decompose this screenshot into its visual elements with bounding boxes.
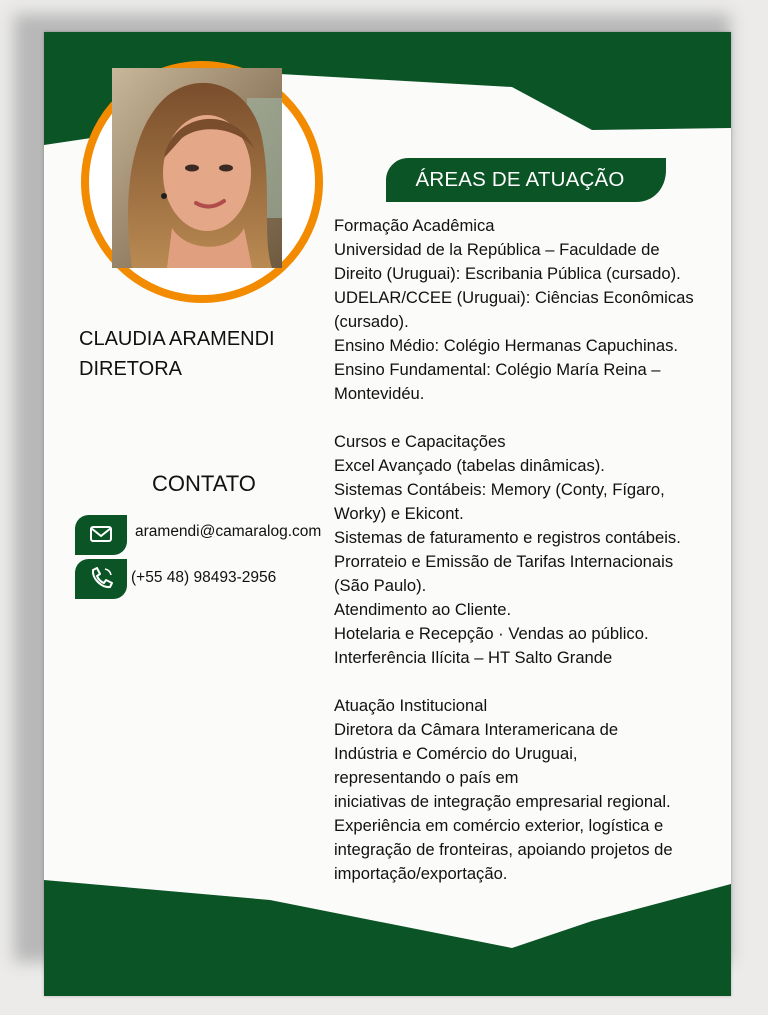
areas-content-line: (cursado). <box>334 312 409 331</box>
contact-title: CONTATO <box>152 471 256 496</box>
areas-title: ÁREAS DE ATUAÇÃO <box>415 168 625 191</box>
areas-content-line <box>334 670 729 694</box>
areas-content-line: Sistemas Contábeis: Memory (Conty, Fígaro, <box>334 480 665 499</box>
areas-content-line: Cursos e Capacitações <box>334 432 506 451</box>
profile-photo <box>112 68 282 268</box>
profile-name: CLAUDIA ARAMENDI <box>79 328 275 350</box>
profile-name-block <box>79 324 275 384</box>
areas-content-line: UDELAR/CCEE (Uruguai): Ciências Econômicas <box>334 288 694 307</box>
areas-content-line: Hotelaria e Recepção · Vendas ao público. <box>334 624 649 643</box>
areas-content-line: (São Paulo). <box>334 576 427 595</box>
areas-content-line: Experiência em comércio exterior, logística e <box>334 816 664 835</box>
profile-role: DIRETORA <box>79 358 182 380</box>
areas-content-line: Atendimento ao Cliente. <box>334 600 512 619</box>
areas-content-line: Worky) e Ekicont. <box>334 504 464 523</box>
areas-content-line: Montevidéu. <box>334 384 425 403</box>
areas-content-line: Indústria e Comércio do Uruguai, <box>334 744 578 763</box>
envelope-icon <box>75 515 127 555</box>
contact-email[interactable]: aramendi@camaralog.com <box>135 523 322 540</box>
areas-content-line: Interferência Ilícita – HT Salto Grande <box>334 648 613 667</box>
phone-icon <box>75 559 127 599</box>
areas-content-line: importação/exportação. <box>334 864 508 883</box>
bottom-green-band <box>44 880 731 996</box>
contact-phone[interactable]: (+55 48) 98493-2956 <box>131 569 277 586</box>
areas-content <box>334 214 729 886</box>
areas-content-line: Diretora da Câmara Interamericana de <box>334 720 619 739</box>
areas-content-line: Formação Acadêmica <box>334 216 495 235</box>
areas-content-line: iniciativas de integração empresarial regional. <box>334 792 671 811</box>
areas-content-line: integração de fronteiras, apoiando projetos de <box>334 840 673 859</box>
areas-content-line: representando o país em <box>334 768 519 787</box>
areas-content-line: Ensino Fundamental: Colégio María Reina – <box>334 360 661 379</box>
areas-content-line: Atuação Institucional <box>334 696 488 715</box>
resume-card <box>44 32 731 996</box>
areas-content-line: Ensino Médio: Colégio Hermanas Capuchinas. <box>334 336 679 355</box>
areas-content-line: Prorrateio e Emissão de Tarifas Internacionais <box>334 552 674 571</box>
areas-content-line: Excel Avançado (tabelas dinâmicas). <box>334 456 605 475</box>
areas-content-line: Sistemas de faturamento e registros contábeis. <box>334 528 681 547</box>
areas-content-line <box>334 406 729 430</box>
areas-content-line: Direito (Uruguai): Escribania Pública (cursado). <box>334 264 681 283</box>
areas-content-line: Universidad de la República – Faculdade de <box>334 240 660 259</box>
